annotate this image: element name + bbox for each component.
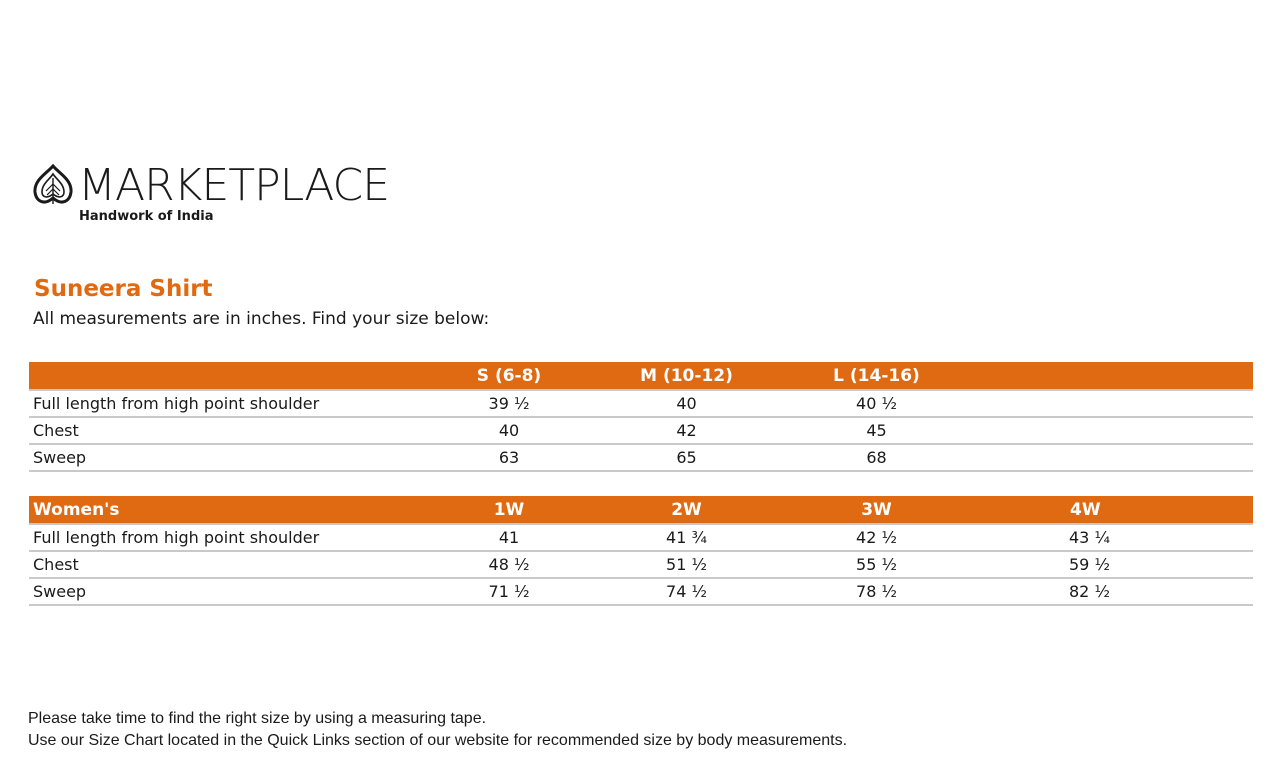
header-cell: 3W (774, 496, 979, 524)
table-cell (979, 444, 1253, 471)
table-row (29, 578, 1253, 605)
row-label: Chest (29, 551, 419, 578)
brand-logo (30, 160, 410, 230)
table-header-row (29, 496, 1253, 524)
header-cell: Women's (29, 496, 419, 524)
table-cell: 42 ½ (774, 524, 979, 551)
table-cell: 71 ½ (419, 578, 599, 605)
product-title: Suneera Shirt (34, 276, 213, 302)
header-cell: S (6-8) (419, 362, 599, 390)
table-cell: 78 ½ (774, 578, 979, 605)
table-cell (979, 390, 1253, 417)
table-cell: 40 ½ (774, 390, 979, 417)
row-label: Sweep (29, 578, 419, 605)
header-cell (29, 362, 419, 390)
table-cell: 74 ½ (599, 578, 774, 605)
table-cell: 43 ¼ (979, 524, 1253, 551)
table-cell: 82 ½ (979, 578, 1253, 605)
header-cell (979, 362, 1253, 390)
row-label: Full length from high point shoulder (29, 390, 419, 417)
table-cell: 45 (774, 417, 979, 444)
table-row (29, 444, 1253, 471)
table-cell: 51 ½ (599, 551, 774, 578)
table-row (29, 417, 1253, 444)
table-cell: 41 ¾ (599, 524, 774, 551)
size-table-misses (29, 362, 1253, 472)
table-cell: 48 ½ (419, 551, 599, 578)
table-cell: 40 (419, 417, 599, 444)
header-cell: 2W (599, 496, 774, 524)
row-label: Full length from high point shoulder (29, 524, 419, 551)
table-cell: 68 (774, 444, 979, 471)
paisley-leaf-icon (32, 164, 74, 208)
table-cell: 42 (599, 417, 774, 444)
table-row (29, 524, 1253, 551)
footer-note: Please take time to find the right size by using a measuring tape. (28, 710, 487, 727)
table-cell: 59 ½ (979, 551, 1253, 578)
table-cell (979, 417, 1253, 444)
table-cell: 65 (599, 444, 774, 471)
table-cell: 41 (419, 524, 599, 551)
table-cell: 55 ½ (774, 551, 979, 578)
table-header-row (29, 362, 1253, 390)
table-cell: 39 ½ (419, 390, 599, 417)
header-cell: 4W (979, 496, 1253, 524)
table-cell: 63 (419, 444, 599, 471)
footer-note: Use our Size Chart located in the Quick Links section of our website for recommended size by body measurements. (28, 732, 848, 749)
product-subtitle: All measurements are in inches. Find your size below: (33, 309, 490, 329)
row-label: Chest (29, 417, 419, 444)
table-cell: 40 (599, 390, 774, 417)
size-table-womens (29, 496, 1253, 606)
header-cell: M (10-12) (599, 362, 774, 390)
table-row (29, 390, 1253, 417)
brand-tagline: Handwork of India (79, 209, 214, 224)
row-label: Sweep (29, 444, 419, 471)
brand-name: MARKETPLACE (78, 160, 390, 211)
table-row (29, 551, 1253, 578)
header-cell: L (14-16) (774, 362, 979, 390)
header-cell: 1W (419, 496, 599, 524)
